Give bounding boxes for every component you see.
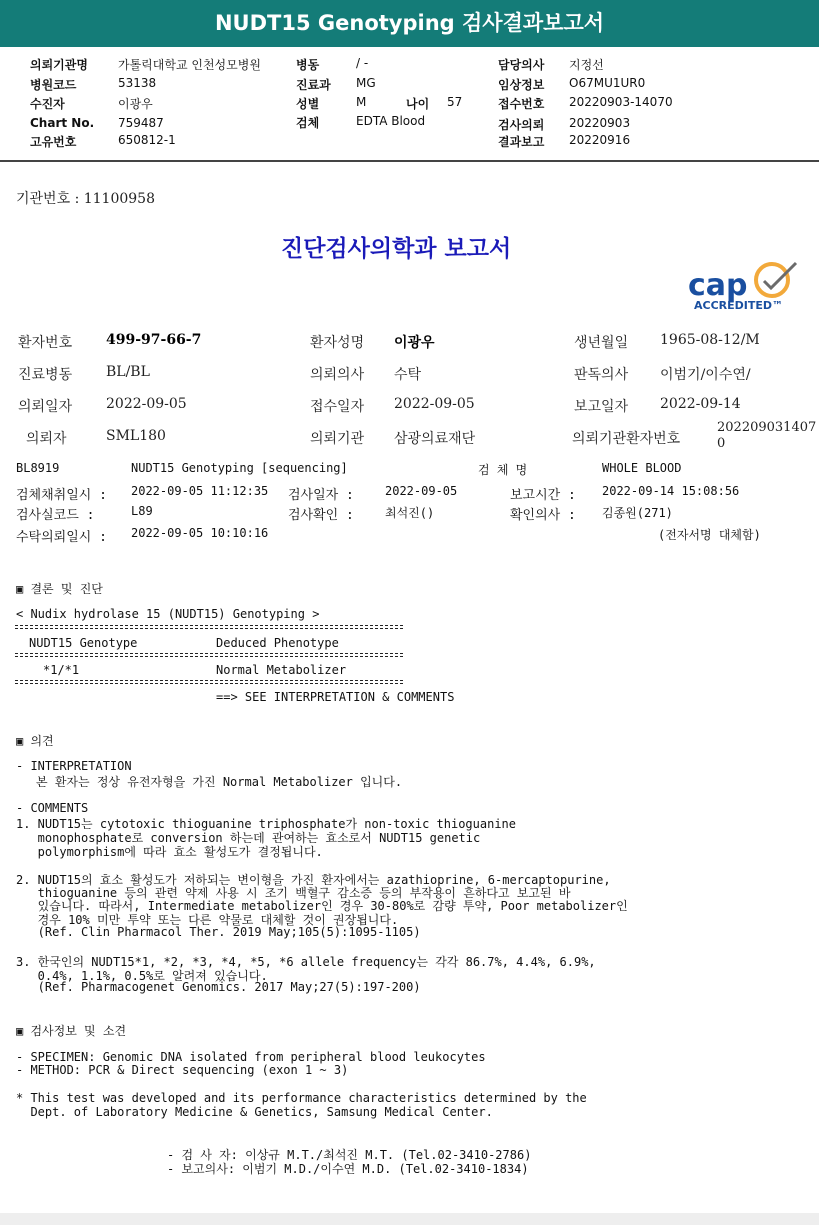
- patient-value: 1965-08-12/M: [660, 332, 760, 348]
- patient-label: 진료병동: [18, 367, 73, 383]
- header-value: M: [356, 95, 367, 109]
- header-value: O67MU1UR0: [569, 76, 646, 90]
- patient-value: BL/BL: [106, 364, 150, 380]
- test-code: BL8919: [16, 461, 60, 475]
- collect-value: 2022-09-05 11:12:35: [131, 484, 269, 498]
- report-banner: NUDT15 Genotyping 검사결과보고서: [0, 0, 819, 47]
- square-bullet-icon: ▣: [16, 734, 24, 748]
- header-label: 검사의뢰: [498, 118, 545, 132]
- header-label: 검체: [296, 116, 320, 130]
- header-label: 고유번호: [30, 135, 77, 149]
- patient-value: 이범기/이수연/: [660, 367, 751, 383]
- collect-label: 검체채취일시 :: [16, 488, 108, 503]
- dash-rule: [15, 625, 403, 626]
- reporttime-value: 2022-09-14 15:08:56: [602, 484, 740, 498]
- section-heading: [16, 1022, 126, 1039]
- col-genotype: NUDT15 Genotype: [29, 636, 138, 650]
- patient-value: 2022-09-14: [660, 396, 741, 412]
- see-interpretation: ==> SEE INTERPRETATION & COMMENTS: [216, 690, 455, 704]
- comment-line: 0.4%, 1.1%, 0.5%로 알려져 있습니다.: [16, 969, 268, 983]
- header-value: 20220916: [569, 133, 631, 147]
- cap-sub: ACCREDITED™: [694, 299, 784, 312]
- cap-logo-graphic: [682, 257, 812, 315]
- header-label: 접수번호: [498, 97, 545, 111]
- patient-value: 202209031407: [717, 420, 817, 435]
- patient-value: 0: [717, 436, 726, 451]
- heading-text: 의견: [30, 734, 54, 748]
- signer-tester: - 검 사 자: 이상규 M.T./최석진 M.T. (Tel.02-3410-2786): [167, 1148, 532, 1162]
- dash-rule: [15, 628, 403, 629]
- phenotype-value: Normal Metabolizer: [216, 663, 347, 677]
- header-value: 이광우: [118, 97, 153, 111]
- comment-line: 2. NUDT15의 효소 활성도가 저하되는 변이형을 가진 환자에서는 azathioprine, 6-mercaptopurine,: [16, 873, 611, 887]
- conclusion-subtitle: < Nudix hydrolase 15 (NUDT15) Genotyping >: [16, 607, 320, 621]
- square-bullet-icon: ▣: [16, 1024, 24, 1038]
- patient-label: 판독의사: [574, 367, 629, 383]
- doctor-label: 확인의사 :: [510, 508, 576, 523]
- header-label: 병원코드: [30, 78, 77, 92]
- testdate-label: 검사일자 :: [288, 488, 354, 503]
- doctor-value: 김종원(271): [602, 506, 673, 520]
- header-label: 담당의사: [498, 58, 545, 72]
- patient-label: 의뢰자: [26, 431, 67, 447]
- patient-value: 2022-09-05: [106, 396, 187, 412]
- comment-line: (Ref. Pharmacogenet Genomics. 2017 May;27(5):197-200): [16, 980, 421, 994]
- header-label: 병동: [296, 58, 320, 72]
- dash-rule: [15, 653, 403, 654]
- dash-rule: [15, 683, 403, 684]
- header-value: 20220903: [569, 116, 631, 130]
- patient-value: SML180: [106, 428, 166, 444]
- patient-value: 499-97-66-7: [106, 332, 202, 348]
- comment-line: 있습니다. 따라서, Intermediate metabolizer인 경우 30-80%로 감량 투약, Poor metabolizer인: [16, 899, 628, 913]
- institution-number: [16, 188, 155, 208]
- testdate-value: 2022-09-05: [385, 484, 458, 498]
- dash-rule: [15, 680, 403, 681]
- note-line: Dept. of Laboratory Medicine & Genetics, Samsung Medical Center.: [16, 1105, 493, 1119]
- comments-head: - COMMENTS: [16, 801, 89, 815]
- patient-value: 이광우: [394, 335, 435, 351]
- dash-rule: [15, 656, 403, 657]
- header-label: 수진자: [30, 97, 65, 111]
- header-label: 성별: [296, 97, 320, 111]
- room-label: 검사실코드 :: [16, 508, 95, 523]
- header-label: 임상정보: [498, 78, 545, 92]
- header-label: 진료과: [296, 78, 331, 92]
- header-value: 지정선: [569, 58, 604, 72]
- comment-line: (Ref. Clin Pharmacol Ther. 2019 May;105(5):1095-1105): [16, 925, 421, 939]
- patient-label: 의뢰의사: [310, 367, 365, 383]
- interpretation-head: - INTERPRETATION: [16, 759, 132, 773]
- header-value: 53138: [118, 76, 157, 90]
- cap-accredited-logo: [672, 238, 802, 312]
- institution-value: 11100958: [83, 191, 155, 207]
- header-value: / -: [356, 56, 369, 70]
- patient-label: 의뢰기관환자번호: [572, 431, 681, 447]
- comment-line: 경우 10% 미만 투약 또는 다른 약물로 대체할 것이 권장됩니다.: [16, 913, 399, 927]
- cap-text: cap: [688, 268, 748, 303]
- method-line: - METHOD: PCR & Direct sequencing (exon 1 ~ 3): [16, 1063, 349, 1077]
- header-label: Chart No.: [30, 116, 95, 130]
- specimen-line: - SPECIMEN: Genomic DNA isolated from peripheral blood leukocytes: [16, 1050, 486, 1064]
- room-value: L89: [131, 504, 153, 518]
- header-value: 759487: [118, 116, 164, 130]
- comment-line: monophosphate로 conversion 하는데 관여하는 효소로서 NUDT15 genetic: [16, 831, 481, 845]
- heading-text: 결론 및 진단: [30, 582, 103, 596]
- header-value: 650812-1: [118, 133, 176, 147]
- institution-sep: :: [74, 191, 80, 207]
- test-name: NUDT15 Genotyping [sequencing]: [131, 461, 348, 475]
- square-bullet-icon: ▣: [16, 582, 24, 596]
- patient-label: 환자성명: [310, 335, 365, 351]
- confirm-value: 최석진(): [385, 506, 435, 520]
- patient-value: 삼광의료재단: [394, 431, 476, 447]
- header-label: 결과보고: [498, 135, 545, 149]
- comment-line: 1. NUDT15는 cytotoxic thioguanine triphosphate가 non-toxic thioguanine: [16, 817, 517, 831]
- request-value: 2022-09-05 10:10:16: [131, 526, 269, 540]
- patient-label: 접수일자: [310, 399, 365, 415]
- header-value: MG: [356, 76, 376, 90]
- patient-label: 의뢰일자: [18, 399, 73, 415]
- patient-value: 수탁: [394, 367, 422, 383]
- specimen-value: WHOLE BLOOD: [602, 461, 682, 475]
- header-value: 20220903-14070: [569, 95, 673, 109]
- specimen-label: 검 체 명: [478, 463, 528, 477]
- heading-text: 검사정보 및 소견: [30, 1024, 127, 1038]
- age-value: 57: [447, 95, 463, 109]
- patient-label: 환자번호: [18, 335, 73, 351]
- reporttime-label: 보고시간 :: [510, 488, 576, 503]
- section-heading: [16, 580, 103, 597]
- comment-line: polymorphism에 따라 효소 활성도가 결정됩니다.: [16, 845, 323, 859]
- header-divider: [0, 160, 819, 162]
- header-value: 가톨릭대학교 인천성모병원: [118, 58, 261, 72]
- esign-note: (전자서명 대체함): [658, 528, 761, 542]
- patient-label: 생년월일: [574, 335, 629, 351]
- section-heading: [16, 732, 54, 749]
- comment-line: thioguanine 등의 관련 약제 사용 시 조기 백혈구 감소증 등의 부작용이 흔하다고 보고된 바: [16, 886, 571, 900]
- genotype-value: *1/*1: [43, 663, 80, 677]
- confirm-label: 검사확인 :: [288, 508, 354, 523]
- interpretation-text: 본 환자는 정상 유전자형을 가진 Normal Metabolizer 입니다.: [36, 775, 403, 789]
- header-value: EDTA Blood: [356, 114, 426, 128]
- note-line: * This test was developed and its performance characteristics determined by the: [16, 1091, 587, 1105]
- institution-label: 기관번호: [16, 191, 71, 207]
- patient-label: 보고일자: [574, 399, 629, 415]
- patient-value: 2022-09-05: [394, 396, 475, 412]
- age-label: 나이: [406, 97, 430, 111]
- report-title: 진단검사의학과 보고서: [281, 236, 512, 262]
- comment-line: 3. 한국인의 NUDT15*1, *2, *3, *4, *5, *6 allele frequency는 각각 86.7%, 4.4%, 6.9%,: [16, 955, 596, 969]
- request-label: 수탁의뢰일시 :: [16, 530, 108, 545]
- patient-label: 의뢰기관: [310, 431, 365, 447]
- header-label: 의뢰기관명: [30, 58, 88, 72]
- page-bottom-bar: [0, 1213, 819, 1225]
- signer-doctor: - 보고의사: 이범기 M.D./이수연 M.D. (Tel.02-3410-1834): [167, 1162, 529, 1176]
- col-phenotype: Deduced Phenotype: [216, 636, 339, 650]
- cap-ring-icon: [756, 264, 788, 296]
